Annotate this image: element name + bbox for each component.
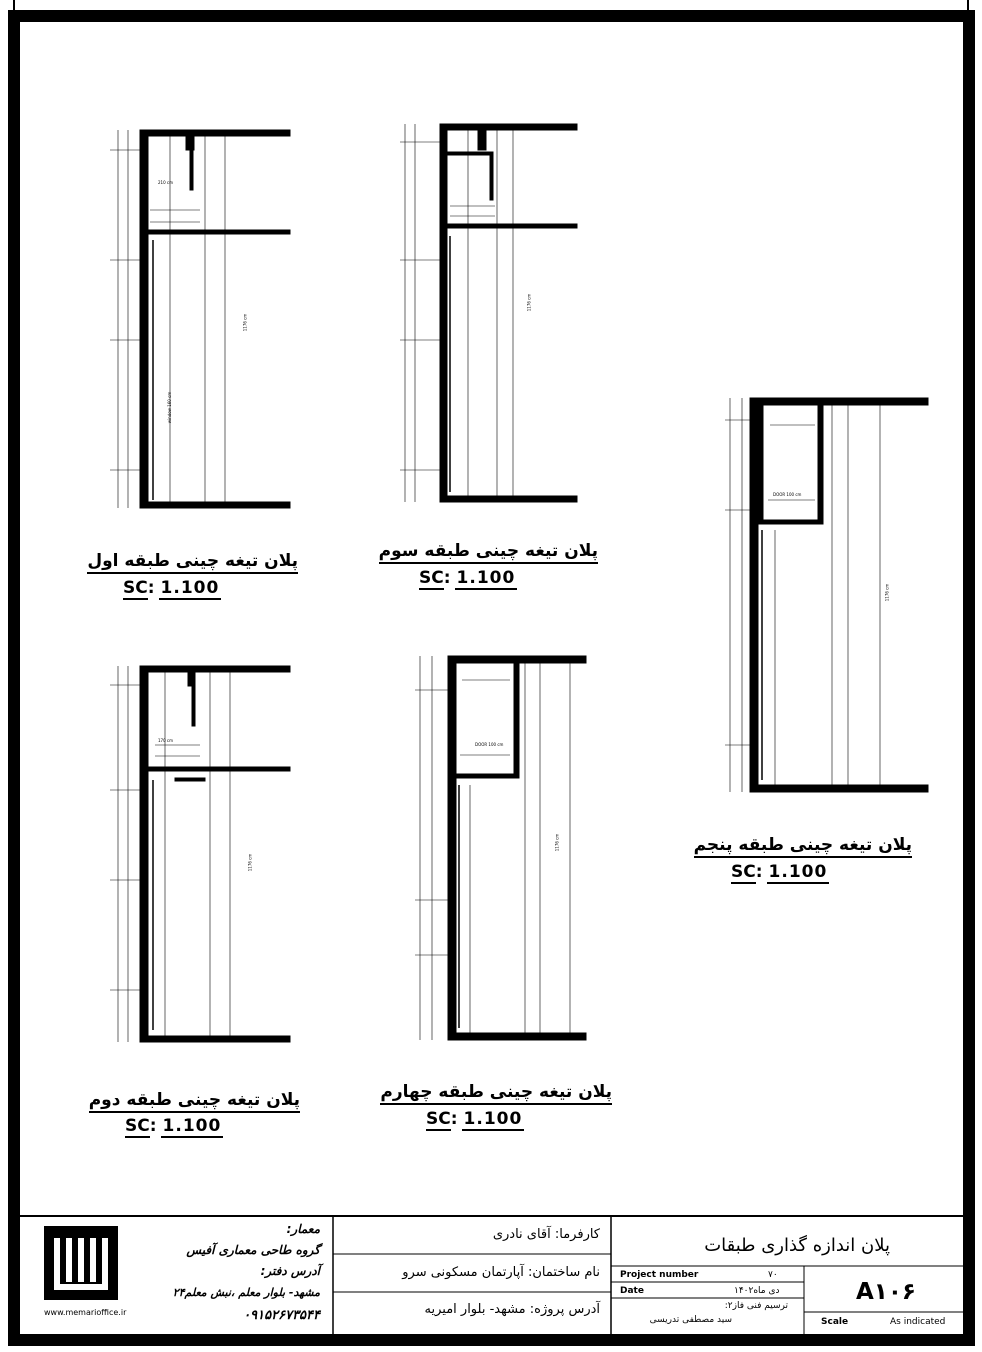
dim-label: 170 cm (158, 738, 174, 743)
plan-title-first: پلان تیغه چینی طبقه اول (87, 551, 298, 574)
building-name: نام ساختمان: آپارتمان مسکونی سرو (402, 1265, 600, 1280)
plan-scale-second: SC: 1.100 (125, 1116, 222, 1136)
dim-label: 1176 cm (242, 313, 248, 332)
office-phone: ۰۹۱۵۲۶۷۳۵۴۴ (243, 1308, 320, 1323)
drawn-label: ترسیم فنی فاز۲: (724, 1301, 788, 1311)
project-number: ۷۰ (768, 1270, 778, 1280)
sheet-number: A۱۰۶ (856, 1279, 916, 1305)
scale-label: SC (125, 1116, 150, 1136)
dim-label: 1176 cm (884, 583, 890, 602)
date-label: Date (620, 1286, 644, 1296)
scale-label: SC (426, 1109, 451, 1129)
plan-fifth-floor (725, 398, 928, 792)
plan-fourth-floor (415, 656, 586, 1040)
plan-scale-fifth: SC: 1.100 (731, 862, 828, 882)
scale-label: SC (419, 568, 444, 588)
scale-value: 1.100 (768, 862, 828, 882)
scale-value: As indicated (890, 1317, 946, 1327)
plan-title-third: پلان تیغه چینی طبقه سوم (379, 541, 598, 564)
drawn-by: سید مصطفی تدریسی (649, 1315, 732, 1325)
plan-scale-first: SC: 1.100 (123, 578, 220, 598)
sheet-title: پلان اندازه گذاری طبقات (704, 1235, 890, 1256)
dim-label: DOOR 100 cm (475, 742, 504, 747)
office-address: مشهد- بلوار معلم ،نبش معلم۲۴ (172, 1286, 320, 1299)
office-website: www.memarioffice.ir (44, 1308, 127, 1317)
scale-label: Scale (821, 1317, 849, 1327)
dim-label: 1176 cm (247, 853, 253, 872)
plan-title-fourth: پلان تیغه چینی طبقه چهارم (380, 1082, 612, 1105)
dim-label: DOOR 100 cm (773, 492, 802, 497)
scale-label: SC (731, 862, 756, 882)
date-value: دی ماه۱۴۰۲ (734, 1286, 780, 1296)
architect-label: معمار: (286, 1222, 320, 1236)
scale-value: 1.100 (160, 578, 220, 598)
dim-label: 210 cm (158, 180, 174, 185)
sheet-border (14, 16, 969, 1340)
scale-value: 1.100 (463, 1109, 523, 1129)
architect-name: گروه طاحی معماری آفیس (186, 1243, 320, 1257)
scale-value: 1.100 (456, 568, 516, 588)
plan-third-floor (400, 124, 577, 502)
project-address: آدرس پروژه: مشهد- بلوار امیریه (424, 1302, 600, 1317)
dim-label: 1176 cm (526, 293, 532, 312)
office-logo (44, 1226, 118, 1300)
office-address-label: آدرس دفتر: (260, 1264, 320, 1278)
dim-label: 1176 cm (554, 833, 560, 852)
plan-second-floor (110, 666, 290, 1042)
scale-label: SC (123, 578, 148, 598)
plan-scale-third: SC: 1.100 (419, 568, 516, 588)
project-number-label: Project number (620, 1270, 699, 1280)
client-name: کارفرما: آقای نادری (492, 1227, 600, 1242)
plan-scale-fourth: SC: 1.100 (426, 1109, 523, 1129)
plan-title-fifth: پلان تیغه چینی طبقه پنجم (694, 835, 912, 858)
dim-label: window 160 cm (167, 391, 173, 424)
scale-value: 1.100 (162, 1116, 222, 1136)
plan-title-second: پلان تیغه چینی طبقه دوم (89, 1090, 300, 1113)
plan-first-floor (110, 130, 290, 508)
